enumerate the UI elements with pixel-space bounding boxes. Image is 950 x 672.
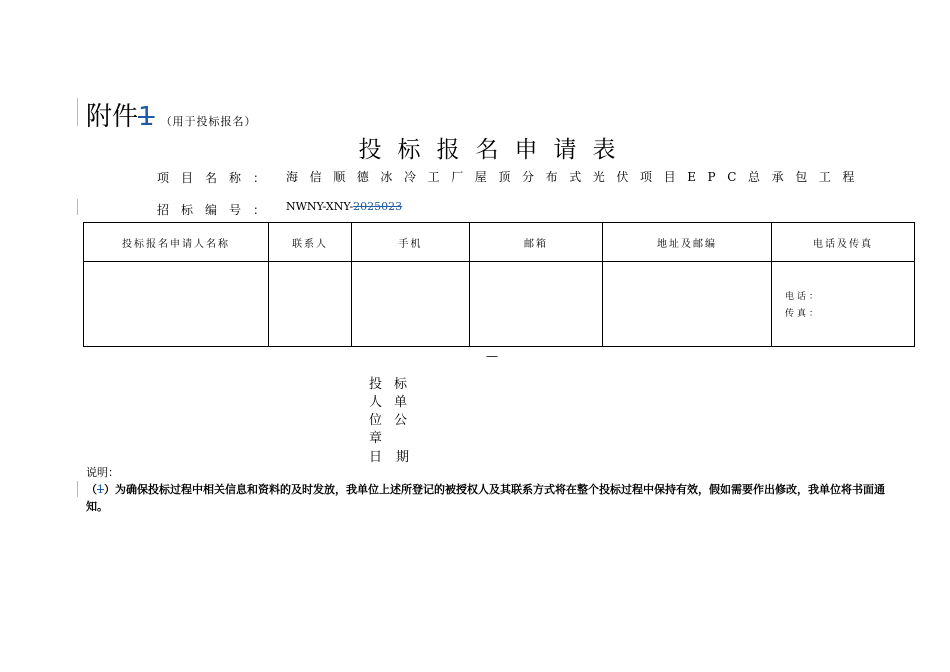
- registration-table: [83, 222, 915, 347]
- cell-phone-fax[interactable]: [772, 262, 915, 347]
- attachment-label: 附件: [86, 102, 139, 132]
- change-bar: [77, 98, 78, 126]
- attachment-heading: [86, 96, 257, 133]
- notes-text: [86, 481, 886, 515]
- fax-label: 传真：: [785, 309, 822, 319]
- phone-label: 电话：: [785, 292, 822, 302]
- dash-mark: —: [486, 349, 498, 363]
- tender-code-label: 招标编号：: [157, 203, 278, 217]
- header-contact-person: 联系人: [269, 223, 352, 262]
- date-label: 日期: [369, 450, 424, 465]
- table-header-row: [84, 223, 915, 262]
- attachment-number: 1: [138, 102, 155, 132]
- cell-applicant-name[interactable]: [84, 262, 269, 347]
- header-phone-fax: 电话及传真: [772, 223, 915, 262]
- notes-number: 1: [97, 483, 104, 496]
- tender-code-deleted: 2025023: [353, 200, 403, 213]
- form-title: 投标报名申请表: [358, 137, 632, 163]
- header-mobile: 手机: [352, 223, 470, 262]
- tender-code-value: [286, 200, 402, 213]
- header-applicant-name: 投标报名申请人名称: [84, 223, 269, 262]
- header-email: 邮箱: [470, 223, 603, 262]
- header-address: 地址及邮编: [603, 223, 772, 262]
- cell-email[interactable]: [470, 262, 603, 347]
- project-name-value: 海信顺德冰冷工厂屋顶分布式光伏项目EPC总承包工程: [286, 170, 867, 184]
- change-bar: [77, 481, 78, 497]
- cell-mobile[interactable]: [352, 262, 470, 347]
- notes-title: 说明：: [86, 466, 119, 479]
- project-name-label: 项目名称：: [157, 171, 278, 185]
- table-row: [84, 262, 915, 347]
- notes-body: ）为确保投标过程中相关信息和资料的及时发放，我单位上述所登记的被授权人及其联系方式将在整个投标过程中保持有效，假如需要作出修改，我单位将书面通知。: [86, 483, 885, 513]
- seal-label: 投标人单位公章: [369, 377, 420, 446]
- cell-contact-person[interactable]: [269, 262, 352, 347]
- change-bar: [77, 199, 78, 215]
- notes-open-paren: （: [86, 483, 97, 496]
- cell-address[interactable]: [603, 262, 772, 347]
- tender-code-prefix: NWNY-XNY-: [286, 200, 354, 213]
- attachment-note: （用于投标报名）: [160, 115, 257, 128]
